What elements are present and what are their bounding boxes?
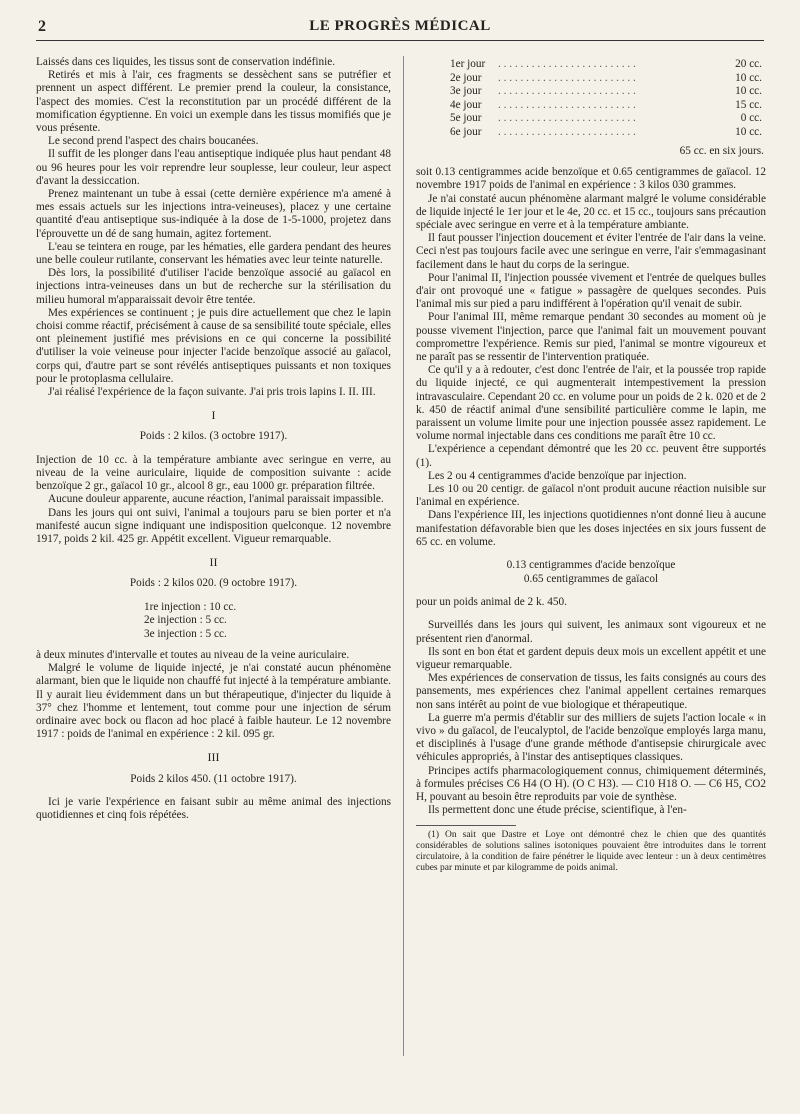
left-paragraphs-c: [36, 649, 391, 741]
schedule-day: 4e jour: [450, 98, 482, 111]
injection-schedule: [450, 58, 766, 139]
schedule-day: 3e jour: [450, 85, 482, 97]
injection-list: [144, 601, 391, 642]
schedule-day: 2e jour: [450, 71, 482, 84]
running-title: LE PROGRÈS MÉDICAL: [309, 18, 491, 34]
fraction-line: 0.13 centigrammes d'acide benzoïque: [506, 559, 676, 572]
schedule-row: [450, 58, 766, 72]
paragraph: Mes expériences se continuent ; je puis dire actuellement que chez le lapin choisi comme réactif, précisément à cause de sa sensibilité toute spéciale, elles ont pleinement justifié mes prévisions en ce qui concerne la possibilité d'utiliser la voie veineuse pour injecter l'acide benzoïque associé au gaïacol, corps qui, d'autre part se sont révélés antiseptiques puissants et non toxiques pour le protoplasma cellulaire.: [36, 306, 391, 385]
schedule-row: [450, 85, 766, 99]
left-column: [36, 56, 391, 1081]
schedule-value: 20 cc.: [735, 58, 762, 70]
paragraph: Pour l'animal III, même remarque pendant 30 secondes au moment où je pousse vivement l'injection, parce que l'animal fait un mouvement pouvant compromettre l'expérience. Remis sur pied, l'animal se montre vigoureux et ne paraît pas se ressentir de l'intervention pratiquée.: [416, 311, 766, 364]
paragraph: L'expérience a cependant démontré que les 20 cc. peuvent être supportés (1).: [416, 443, 766, 469]
schedule-row: [450, 112, 766, 126]
schedule-leader: . . . . . . . . . . . . . . . . . . . . . . . . .: [498, 58, 636, 70]
injection-item: 2e injection : 5 cc.: [144, 614, 227, 627]
schedule-row: [450, 126, 766, 140]
paragraph: Aucune douleur apparente, aucune réaction, l'animal paraissait impassible.: [48, 493, 384, 506]
paragraph: Laissés dans ces liquides, les tissus sont de conservation indéfinie.: [36, 56, 336, 68]
dose-fraction: [416, 559, 766, 586]
paragraph: L'eau se teintera en rouge, par les hématies, elle gardera pendant des heures une belle couleur rutilante, conservant les hématies avec leur teinte naturelle.: [36, 240, 391, 267]
paragraph: Malgré le volume de liquide injecté, je n'ai constaté aucun phénomène alarmant, bien que le liquide non chauffé fut injecté à la température ambiante. Il y aurait lieu évidemment dans un but thérapeutique, d'injecter du liquide à 37° chez l'homme et lentement, tout comme pour une injection de sérum ordinaire avec bock ou flacon ad hoc placé à faible hauteur. Le 12 novembre 1917 : poids de l'animal en expérience : 2 kil. 095 gr.: [36, 662, 391, 741]
schedule-row: [450, 72, 766, 86]
section-caption: Poids 2 kilos 450. (11 octobre 1917).: [130, 772, 297, 785]
schedule-value: 10 cc.: [735, 125, 762, 138]
schedule-leader: . . . . . . . . . . . . . . . . . . . . . . . . .: [498, 112, 636, 124]
left-paragraphs-a: [36, 56, 391, 399]
schedule-leader: . . . . . . . . . . . . . . . . . . . . . . . . .: [498, 71, 636, 84]
paragraph: Ils sont en bon état et gardent depuis deux mois un excellent appétit et une vigueur remarquable.: [416, 645, 766, 671]
page-number: 2: [38, 18, 46, 35]
paragraph: Ici je varie l'expérience en faisant subir au même animal des injections quotidiennes et cinq fois répétées.: [36, 795, 391, 822]
section-caption: Poids : 2 kilos. (3 octobre 1917).: [139, 430, 288, 443]
paragraph: Les 2 ou 4 centigrammes d'acide benzoïque par injection.: [428, 469, 687, 482]
schedule-day: 6e jour: [450, 125, 482, 138]
left-paragraphs-d: [36, 796, 391, 822]
paragraph: Il faut pousser l'injection doucement et éviter l'entrée de l'air dans la veine. Ceci n'est pas toujours facile avec une seringue en verre, l'air s'emmagasinant facilement dans le haut du corps de la seringue.: [416, 232, 766, 271]
injection-item: 3e injection : 5 cc.: [144, 627, 227, 640]
footnote: (1) On sait que Dastre et Loye ont démontré chez le chien que des quantités considérables de solutions salines isotoniques pouvaient être introduites dans le torrent circulatoire, à la condition de faire pénétrer le liquide avec lenteur : un à deux centimètres cubes par minute et par kilogramme de poids animal.: [416, 830, 766, 874]
schedule-leader: . . . . . . . . . . . . . . . . . . . . . . . . .: [498, 125, 636, 138]
schedule-row: [450, 99, 766, 113]
section-caption: Poids : 2 kilos 020. (9 octobre 1917).: [129, 577, 298, 590]
right-paragraphs-a: [416, 166, 766, 549]
paragraph: Je n'ai constaté aucun phénomène alarmant malgré le volume considérable de liquide injecté le 1er jour et le 4e, 20 cc. et 15 cc., toujours sans précaution spéciale avec seringue en verre et à la température ambiante.: [416, 192, 766, 232]
paragraph: soit 0.13 centigrammes acide benzoïque et 0.65 centigrammes de gaïacol. 12 novembre 1917 poids de l'animal en expérience : 3 kilos 030 grammes.: [416, 166, 766, 192]
injection-item: 1re injection : 10 cc.: [144, 600, 237, 613]
paragraph: Ce qu'il y a à redouter, c'est donc l'entrée de l'air, et la poussée trop rapide du liquide injecté, ce qui augmenterait intempestivement la pression intravasculaire. Cependant 20 cc. en volume pour un poids de 2 k. 020 et de 2 k. 450 de réactif animal d'une sensibilité particulière comme le lapin, me paraissent un volume limite pour une injection poussée assez rapidement. Le volume normal injectable dans ces conditions me paraît être 10 cc.: [416, 364, 766, 443]
paragraph: La guerre m'a permis d'établir sur des milliers de sujets l'action locale « in vivo » du gaïacol, de l'eucalyptol, de l'acide benzoïque employés larga manu, et disciplinés à l'usage d'une grande méthode d'antisepsie chirurgicale avec véhicules appropriés, à l'instar des antiseptiques classiques.: [416, 711, 766, 764]
schedule-total: 65 cc. en six jours.: [679, 145, 764, 157]
schedule-value: 0 cc.: [740, 112, 762, 124]
footnote-rule: [416, 825, 516, 826]
paragraph: Dans les jours qui ont suivi, l'animal a toujours paru se bien porter et n'a manifesté aucun signe indiquant une indisposition quelconque. 12 novembre 1917, poids 2 kil. 425 gr. Appétit excellent. Vigueur remarquable.: [36, 506, 391, 545]
schedule-leader: . . . . . . . . . . . . . . . . . . . . . . . . .: [498, 98, 636, 111]
section-numeral: II: [209, 555, 218, 570]
paragraph: pour un poids animal de 2 k. 450.: [416, 596, 567, 609]
paragraph: à deux minutes d'intervalle et toutes au niveau de la veine auriculaire.: [36, 649, 350, 662]
paragraph: Dans l'expérience III, les injections quotidiennes n'ont donné lieu à aucune manifestation défavorable bien que les doses injectées en six jours fussent de 65 cc. en volume.: [416, 509, 766, 548]
section-numeral: I: [211, 408, 216, 423]
right-column: [416, 56, 766, 1096]
column-divider: [403, 56, 404, 1056]
paragraph: Les 10 ou 20 centigr. de gaïacol n'ont produit aucune réaction nuisible sur l'animal en expérience.: [416, 483, 766, 509]
schedule-leader: . . . . . . . . . . . . . . . . . . . . . . . . .: [498, 85, 636, 97]
paragraph: Le second prend l'aspect des chairs boucanées.: [48, 135, 259, 148]
page-header: [36, 14, 764, 41]
schedule-value: 15 cc.: [735, 98, 762, 111]
paragraph: J'ai réalisé l'expérience de la façon suivante. J'ai pris trois lapins I. II. III.: [48, 386, 376, 399]
left-paragraphs-b: [36, 454, 391, 546]
section-numeral: III: [207, 750, 220, 765]
paragraph: Ils permettent donc une étude précise, scientifique, à l'en-: [428, 804, 687, 817]
paragraph: Prenez maintenant un tube à essai (cette dernière expérience m'a amené à mes essais actuels sur les injections intra-veineuses), placez y une certaine quantité d'eau antiseptique sus-indiquée à la dose de 1-5-1000, projetez dans l'éprouvette un dé de sang humain, agitez fortement.: [36, 188, 391, 240]
schedule-value: 10 cc.: [735, 71, 762, 84]
paragraph: Injection de 10 cc. à la température ambiante avec seringue en verre, au niveau de la veine auriculaire, liquide de composition suivante : acide benzoïque 2 gr., gaïacol 10 gr., alcool 8 gr., eau 1000 gr. préparation filtrée.: [36, 453, 391, 493]
schedule-day: 1er jour: [450, 58, 486, 70]
schedule-day: 5e jour: [450, 112, 482, 124]
paragraph: Retirés et mis à l'air, ces fragments se dessèchent sans se putréfier et prennent un aspect différent. Le premier prend la couleur, la consistance, l'aspect des momies. C'est la reconstitution par un procédé différent de la momification égyptienne. En voici un exemple dans les tissus momifiés que je vous présente.: [36, 69, 391, 135]
paragraph: Mes expériences de conservation de tissus, les faits consignés au cours des pansements, mes expériences chez l'animal appellent certaines remarques non sans intérêt au point de vue biologique et thérapeutique.: [416, 672, 766, 711]
paragraph: Principes actifs pharmacologiquement connus, chimiquement déterminés, à formules précises C6 H4 (O H). (O C H3). — C10 H18 O. — C6 H5, CO2 H, pouvant au besoin être reproduits par voie de synthèse.: [416, 764, 766, 803]
right-paragraphs-b: [416, 619, 766, 817]
paragraph: Il suffit de les plonger dans l'eau antiseptique indiquée plus haut pendant 48 ou 96 heures pour les voir reprendre leur souplesse, leur couleur, leur aspect d'avant la dessiccation.: [36, 148, 391, 187]
schedule-value: 10 cc.: [735, 85, 762, 97]
paragraph: Surveillés dans les jours qui suivent, les animaux sont vigoureux et ne présentent rien d'anormal.: [416, 619, 766, 645]
fraction-line: 0.65 centigrammes de gaïacol: [523, 572, 659, 585]
paragraph: Pour l'animal II, l'injection poussée vivement et l'entrée de quelques bulles d'air ont provoqué une « fatigue » passagère de quelques secondes. Puis l'animal mis sur pied a paru indifférent à l'opération qu'il venait de subir.: [416, 271, 766, 311]
paragraph: Dès lors, la possibilité d'utiliser l'acide benzoïque associé au gaïacol en injections intra-veineuses dans un but de recherche sur la stérilisation du milieu humoral m'apparaissait devoir être tentée.: [36, 267, 391, 306]
